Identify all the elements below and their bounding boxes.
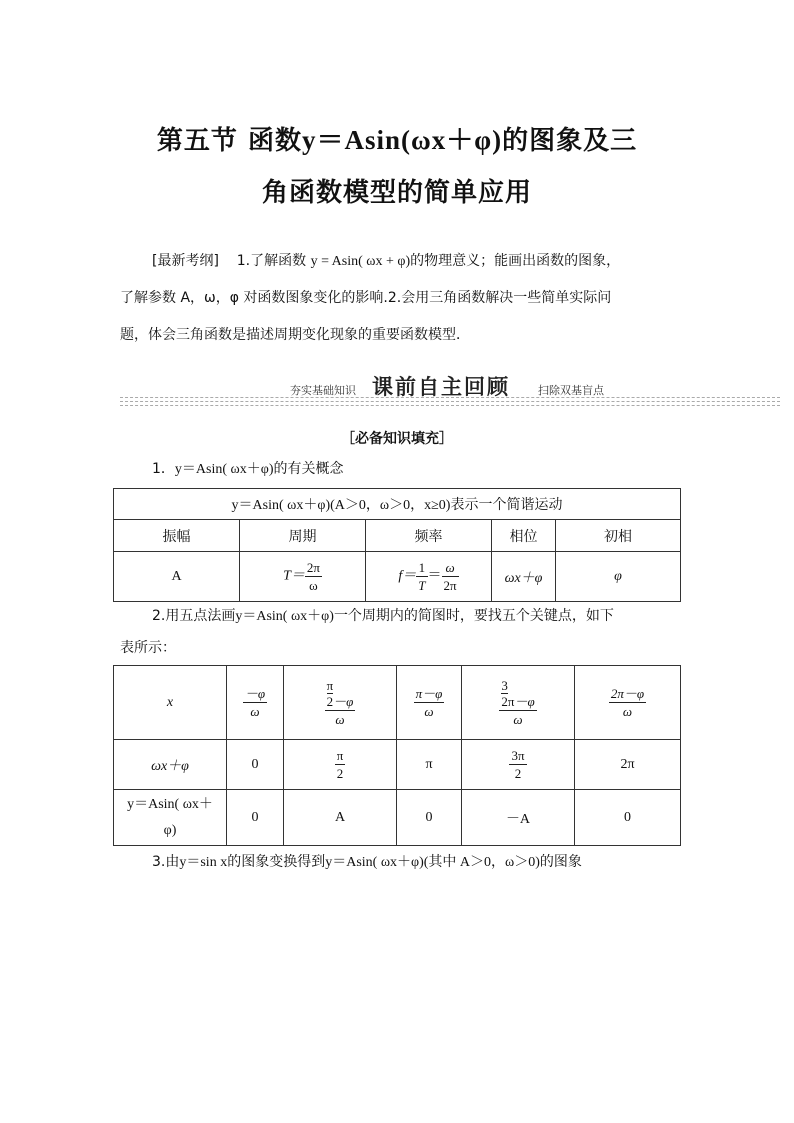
phase-den: 2 [514,766,522,781]
x-num-two: 2 [501,693,508,709]
item1-heading [152,458,344,478]
phase-den: 2 [336,766,344,781]
freq-fraction2 [442,559,459,594]
item3-heading [152,851,582,871]
row-label-x [114,666,227,740]
phase-fraction [335,747,346,782]
item1-math: y＝Asin( ωx＋φ) [174,462,274,477]
item2-math: y＝Asin( ωx＋φ) [235,609,334,624]
item3-text-b: 的图象变换得到 [227,854,326,870]
x-den: ω [424,704,434,719]
intro-line3: 题，体会三角函数是描述周期变化现象的重要函数模型． [120,327,470,343]
banner-rule [120,405,780,406]
intro-line2: 了解参数 A，ω，φ 对函数图象变化的影响.2.会用三角函数解决一些简单实际问 [120,290,612,306]
banner-rule [120,401,780,402]
item2-line1 [152,605,614,625]
period-lhs: T＝ [283,568,305,584]
intro-paragraph [120,243,680,354]
item3-text-c: 的图象 [539,854,582,870]
period-fraction [305,559,322,594]
phase-value: ωx＋φ [504,570,543,586]
phase-cell [492,552,556,602]
x-num-tail: －φ [514,693,535,709]
x-num: π－φ [415,686,443,701]
banner-center: 课前自主回顾 [372,375,510,399]
section-banner [120,370,780,408]
period-num: 2π [306,560,320,575]
y-value-cell: 0 [397,790,462,846]
section-title: ［必备知识填充］ [341,431,453,447]
intro-label: [最新考纲] [152,253,219,269]
row-label-y [114,790,227,846]
amplitude-cell: A [114,552,240,602]
title-suffix: 的图象及三 [502,126,638,156]
freq-lhs: f＝ [398,568,417,584]
period-den: ω [309,578,318,593]
freq-num1: 1 [416,559,427,577]
x-num: 2π－φ [610,686,645,701]
col-header: 周期 [240,520,366,552]
item3-text-a: 3.由 [152,854,180,870]
x-num-three: 3 [501,677,508,693]
y-label-b: φ) [163,822,177,838]
item2-text-a: 2.用五点法画 [152,608,236,624]
phase-fraction [509,747,526,782]
period-cell [240,552,366,602]
x-value-fraction [609,685,646,720]
page-title-line2: 角函数模型的简单应用 [261,178,532,208]
frequency-cell [366,552,492,602]
banner-right: 扫除双基盲点 [538,384,604,397]
five-point-table [113,665,681,846]
col-header: 相位 [492,520,556,552]
header-text: 表示一个简谐运动 [450,497,563,513]
x-value-fraction [414,685,445,720]
phase-label: ωx＋φ [151,758,189,774]
item3-math2: y＝Asin( ωx＋φ)(其中 A＞0，ω＞0) [325,855,540,870]
item2-line2: 表所示： [120,640,176,656]
freq-num2: ω [442,559,459,577]
x-value-fraction [243,685,267,720]
concept-table [113,488,681,602]
x-value-fraction [499,678,536,728]
y-value-cell: A [284,790,397,846]
item3-math1: y＝sin x [179,855,228,870]
initial-phase-value: φ [614,568,622,584]
phase-num: 3π [511,748,525,763]
x-value-cell [462,666,575,740]
item2-text-b: 一个周期内的简图时，要找五个关键点，如下 [333,608,614,624]
intro-math: y = Asin( ωx + φ) [310,254,411,269]
intro-text1: 1.了解函数 [236,253,307,269]
x-num: －φ [244,686,266,701]
banner-rule [120,397,780,398]
col-header: 频率 [366,520,492,552]
page-title [0,118,794,157]
freq-den1: T [418,578,426,593]
freq-eq: ＝ [427,568,442,584]
title-formula: y＝Asin(ωx＋φ) [301,125,503,155]
title-prefix: 第五节 函数 [156,126,302,156]
y-value-cell: －A [462,790,575,846]
concept-table-header [114,489,681,520]
x-num [499,678,536,711]
x-value-fraction [325,678,356,728]
x-num [325,678,356,711]
freq-fraction [416,559,427,594]
x-num-pi: π [326,677,334,693]
x-den: ω [335,711,345,727]
phase-value-cell: 0 [227,740,284,790]
phase-value-cell [284,740,397,790]
x-value-cell [227,666,284,740]
x-num-pi: π [507,693,515,709]
freq-den2: 2π [443,578,457,593]
intro-text2: 的物理意义；能画出函数的图象， [410,253,621,269]
x-value-cell [575,666,681,740]
y-value-cell: 0 [227,790,284,846]
y-value-cell: 0 [575,790,681,846]
x-den: ω [513,711,523,727]
phase-value-cell: 2π [575,740,681,790]
phase-value-cell [462,740,575,790]
header-math: y＝Asin( ωx＋φ)(A＞0，ω＞0，x≥0) [231,498,451,513]
item1-num: 1． [152,461,175,477]
x-den: ω [622,704,633,719]
x-value-cell [284,666,397,740]
x-label: x [166,694,174,710]
col-header: 振幅 [114,520,240,552]
x-num-two: 2 [326,693,334,709]
col-header: 初相 [556,520,681,552]
banner-left: 夯实基础知识 [290,384,356,397]
phase-value-cell: π [397,740,462,790]
initial-phase-cell [556,552,681,602]
x-num-tail: －φ [333,693,354,709]
row-label-phase [114,740,227,790]
y-label-a: y＝Asin( ωx＋ [127,796,213,812]
item1-text: 的有关概念 [273,461,344,477]
x-den: ω [250,704,260,719]
x-value-cell [397,666,462,740]
phase-num: π [336,748,344,763]
